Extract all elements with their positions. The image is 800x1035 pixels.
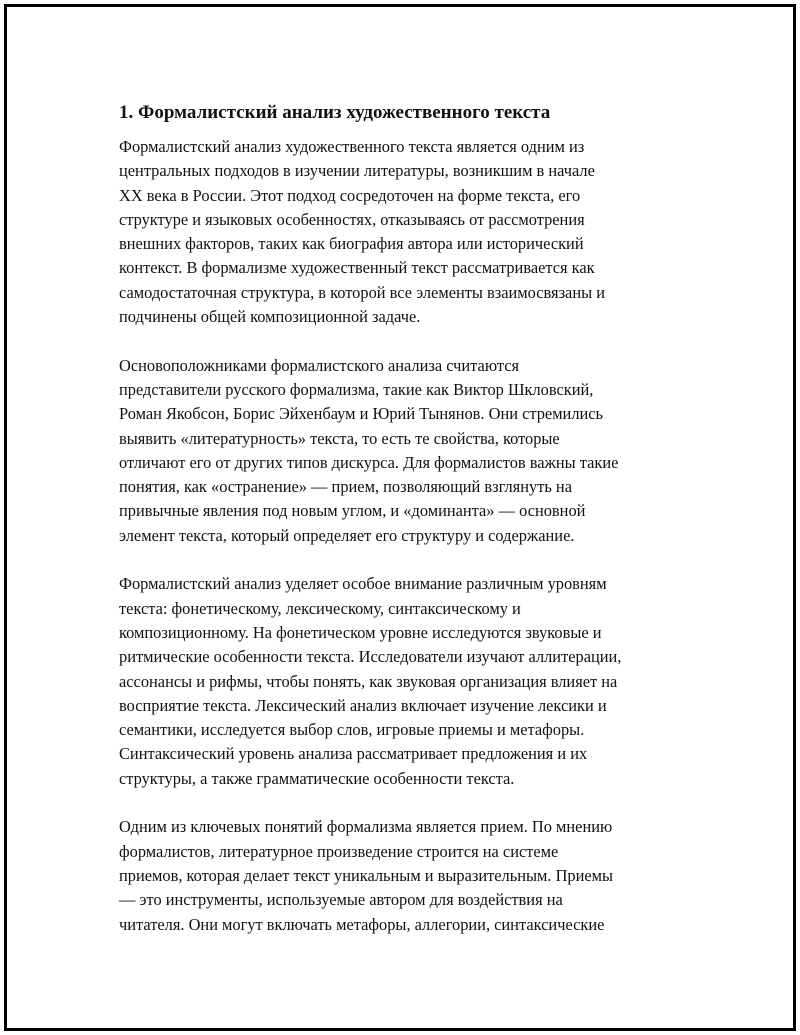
text-line: ассонансы и рифмы, чтобы понять, как звуковая организация влияет на [119,671,618,691]
text-line: Формалистский анализ художественного текста является одним из [119,137,585,156]
text-line: контекст. В формализме художественный текст рассматривается как [119,258,595,278]
text-line: Синтаксический уровень анализа рассматривает предложения и их [119,744,588,764]
text-line: восприятие текста. Лексический анализ включает изучение лексики и [119,695,607,715]
text-line: элемент текста, который определяет его структуру и содержание. [119,525,575,545]
text-line: Основоположниками формалистского анализа считаются [119,355,520,375]
paragraph [119,135,689,329]
paragraph [119,354,689,548]
paragraph-list [119,135,689,937]
text-line: читателя. Они могут включать метафоры, аллегории, синтаксические [119,914,605,934]
text-line: структуре и языковых особенностях, отказываясь от рассмотрения [119,209,585,229]
text-line: Роман Якобсон, Борис Эйхенбаум и Юрий Тынянов. Они стремились [119,404,604,424]
text-line: приемов, которая делает текст уникальным и выразительным. Приемы [119,865,614,885]
text-line: структуры, а также грамматические особенности текста. [119,768,515,788]
text-line: подчинены общей композиционной задаче. [119,307,421,327]
text-line: XX века в России. Этот подход сосредоточен на форме текста, его [119,185,581,205]
text-line: выявить «литературность» текста, то есть те свойства, которые [119,428,560,448]
text-line: представители русского формализма, такие как Виктор Шкловский, [119,379,594,399]
text-line: привычные явления под новым углом, и «доминанта» — основной [119,501,586,521]
text-line: композиционному. На фонетическом уровне исследуются звуковые и [119,622,602,642]
text-line: ритмические особенности текста. Исследователи изучают аллитерации, [119,647,622,667]
paragraph [119,572,689,791]
text-line: формалистов, литературное произведение строится на системе [119,841,559,861]
document-body [119,99,689,961]
text-line: Формалистский анализ уделяет особое внимание различным уровням [119,574,607,594]
text-line: семантики, исследуется выбор слов, игровые приемы и метафоры. [119,720,585,740]
paragraph [119,815,689,936]
section-heading: 1. Формалистский анализ художественного текста [119,102,551,123]
text-line: самодостаточная структура, в которой все элементы взаимосвязаны и [119,282,605,302]
text-line: понятия, как «остранение» — прием, позволяющий взглянуть на [119,477,572,497]
text-line: — это инструменты, используемые автором для воздействия на [119,890,563,910]
text-line: текста: фонетическому, лексическому, синтаксическому и [119,598,521,618]
text-line: Одним из ключевых понятий формализма является прием. По мнению [119,817,613,837]
page-frame [4,4,796,1031]
text-line: центральных подходов в изучении литературы, возникшим в начале [119,161,595,181]
text-line: отличают его от других типов дискурса. Для формалистов важны такие [119,452,619,472]
text-line: внешних факторов, таких как биография автора или исторический [119,234,584,254]
